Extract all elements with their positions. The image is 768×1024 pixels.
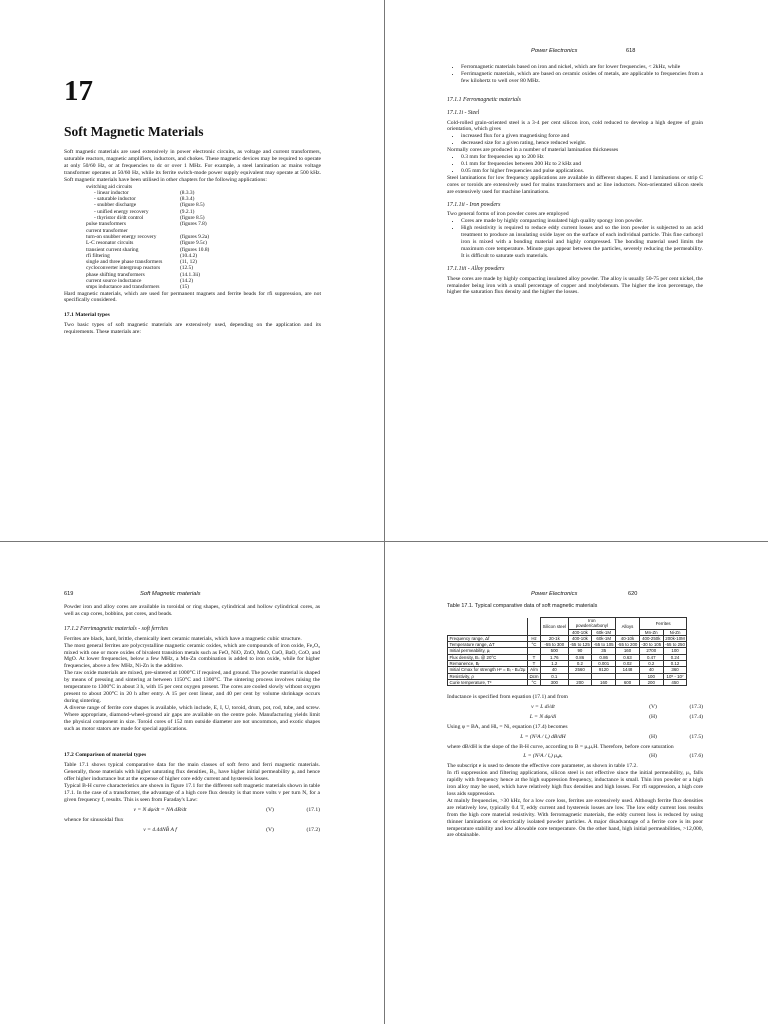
page-number: 618 <box>626 48 636 54</box>
table-cell: 0.12 <box>663 661 687 667</box>
application-name: current source inductance <box>86 277 142 284</box>
alloy-paragraph: These cores are made by highly compacting insulated alloy powder. The alloy is usually 50-75 per cent nickel, the remainder being iron with a small percentage of copper and molybdenum. The higher the iron percentage, the higher the saturation flux density and the higher the losses. <box>447 275 703 296</box>
table-cell: 100 <box>663 648 687 654</box>
table-subheader-cell: 60k-1M <box>592 629 616 635</box>
running-head: Soft Magnetic materials <box>140 591 201 597</box>
bullet-item: • Ferrimagnetic materials, which are based on ceramic oxides of metals, are applicable to frequencies from a few kilohertz to well over 80 MHz. <box>461 71 703 85</box>
table-row-label: Flux density, Bₛ @ 20°C <box>448 654 528 660</box>
table-cell: 200 <box>568 679 592 685</box>
table-cell: 40 <box>541 667 568 673</box>
equation-unit: (V) <box>649 703 657 710</box>
alloys-header: Alloys <box>616 618 640 636</box>
ferrites-header: Ferrites <box>639 618 687 630</box>
equation-number: (17.4) <box>689 713 703 720</box>
page2-body <box>447 64 703 296</box>
equation-expression: L = (N²A / lₑ) dB/dH <box>520 733 566 740</box>
table-row-unit: T <box>527 654 540 660</box>
table-cell: 500 <box>541 648 568 654</box>
table-cell: 35 <box>592 648 616 654</box>
page-number: 620 <box>628 591 638 597</box>
equation-number: (17.5) <box>689 733 703 740</box>
application-name: transient current sharing <box>86 246 139 253</box>
table-cell: 90 <box>568 648 592 654</box>
table-header-row <box>448 618 687 630</box>
table-row-unit: A/m <box>527 667 540 673</box>
where-note: where dB/dH is the slope of the B-H curve, according to B = μₒμᵣH. Therefore, before core saturation <box>447 743 674 750</box>
table-cell: -55 to 250 <box>665 642 685 648</box>
table-cell: 10⁵ - 10⁷ <box>663 673 687 679</box>
table-cell: 0.86 <box>592 654 616 660</box>
running-head: Power Electronics <box>531 591 578 597</box>
ferrite-paragraph-3: The raw oxide materials are mixed, pre-sintered at 1000°C if required, and ground. The powder material is shaped by means of pressing and sintering at between 1150°C and 1300°C. The sintering process involves raising the temperature to 1300°C in about 3 h, with 15 per cent oxygen present. The cores are cooled slowly without oxygen present to about 200°C in 20 h after entry. A 15 per cent linear, and 40 per cent by volume shrinkage occurs during sintering. <box>64 670 320 704</box>
page-617 <box>0 0 384 541</box>
application-reference: (figures 7.8) <box>180 221 207 228</box>
equation-unit: (H) <box>649 753 657 760</box>
equation-unit: (H) <box>649 733 657 740</box>
table-row-label: Initial Cmax for strength Hᶜ = Bᵣ - Bₛ/2μ <box>449 667 526 673</box>
application-reference: (9.2.1) <box>180 208 195 215</box>
table-cell: -30 to 105 <box>641 642 662 648</box>
equation-17-6 <box>447 753 703 760</box>
table-cell: 2560 <box>568 667 592 673</box>
table-cell: 0.02 <box>616 661 640 667</box>
section-heading-17-1-2: 17.1.2 Ferrimagnetic materials - soft ferrites <box>64 625 169 632</box>
equation-unit: (H) <box>649 713 657 720</box>
application-reference: (figures 9.2a) <box>180 233 210 240</box>
steel-paragraph: Cold-rolled grain-oriented steel is a 3-4 per cent silicon iron, cold reduced to develop a high degree of grain orientation, which gives <box>447 119 703 133</box>
page-618 <box>385 0 768 541</box>
application-name: phase shifting transformers <box>86 271 145 278</box>
bullet-item: • 0.05 mm for higher frequencies and pulse applications. <box>461 168 703 175</box>
table-cell: 400-250k <box>639 635 663 641</box>
application-reference: (figure 9.5c) <box>180 240 207 247</box>
page-619 <box>0 543 384 1024</box>
rfi-paragraph: In rfi suppression and filtering applications, silicon steel is not effective since the initial permeability, μᵢ, falls rapidly with frequency hence at the high suppression frequency, inductance is small. Thin iron powder or a high iron alloy may be used, which have relatively high flux densities and high losses. For rfi suppression, a high core loss aids suppression. <box>447 770 703 797</box>
bullet-item: • 0.3 mm for frequencies up to 200 Hz <box>461 154 703 161</box>
table-cell: 0.2 <box>568 661 592 667</box>
section-heading-steel: 17.1.1i - Steel <box>447 109 480 116</box>
equation-expression: L = N dφ/di <box>529 713 557 720</box>
intro-paragraph: Soft magnetic materials are used extensively in power electronic circuits, as voltage and current transformers, saturable reactors, magnetic amplifiers, inductors, and chokes. These magnetic devices may be required to operate at only 50/60 Hz, or at frequencies to dc or over 1 MHz. For example, a steel lamination ac mains voltage transformer operates at 50/60 Hz, while its ferrite switch-mode power supply equivalent may operate at 500 kHz. Soft magnetic materials have been utilised in other chapters for the following applications: <box>64 149 321 183</box>
table-subheader-cell: 400-10k <box>568 629 592 635</box>
table-cell: -55 to 105 <box>593 642 614 648</box>
steel-shapes-paragraph: Steel laminations for low frequency applications are available in different shapes. E and I laminations or strip C cores or toroids are extensively used for mains transformers and ac line inductors. Non-orientated silicon steels are extensively used for machine laminations. <box>447 174 703 195</box>
chapter-title: Soft Magnetic Materials <box>64 124 204 139</box>
running-head: Power Electronics <box>531 48 578 54</box>
table-17-1 <box>447 617 687 686</box>
bullet-item: • High resistivity is required to reduce eddy current losses and so the iron powder is subjected to an acid treatment to produce an insulating oxide layer on the surface of each individual particle. This fine carbonyl iron is mixed with a bonding material and highly compressed. The bonding material used limits the maximum core temperature. Minute gaps appear between the particles, severely reducing the permeability. It is difficult to saturate such materials. <box>461 225 703 260</box>
ferrite-frequency-paragraph: At mainly frequencies, >30 kHz, for a low core loss, ferrites are extensively used. Although ferrite flux densities are relatively low, typically 0.4 T, eddy current and hysteresis losses are low. The low eddy current loss results from the high core material resistivity. With ferromagnetic materials, the eddy current loss is reduced by using thinner laminations or electrically isolated powder particles. A major disadvantage of a ferrite core is its poor temperature stability and low allowable core temperature. On the other hand, high initial permeabilities, >12,000, are obtainable. <box>447 797 703 839</box>
application-name: current transformer <box>86 227 128 234</box>
comparison-paragraph-2: Typical B-H curve characteristics are shown in figure 17.1 for the different soft magnetic materials shown in table 17.1. In the case of a transformer, the advantage of a high core flux density is that more volts v per turn N, for a given frequency f, results. This is seen from Faraday's Law: <box>64 783 320 803</box>
ferrite-paragraph-4: A diverse range of ferrite core shapes is available, which include, E, I, U, toroid, drum, pot, rod, tube, and screw. Where appropriate, diamond-wheel-ground air gaps are available on the centre pole. Manufacturing yields limit the physical component in size. Toroid cores of 152 mm outside diameter are not uncommon, and exotic shapes such as motor stators are made for special applications. <box>64 704 320 732</box>
iron-header-label: Iron <box>588 618 596 623</box>
table-row-label: Resistivity, ρ <box>448 673 528 679</box>
equation-number: (17.2) <box>306 826 320 833</box>
table-row-unit: T <box>527 661 540 667</box>
table-subheader-cell: Mn-Zn <box>639 629 663 635</box>
application-name: turn-on snubber energy recovery <box>86 233 157 240</box>
table-row <box>448 679 687 685</box>
section-heading-alloy-powders: 17.1.1iii - Alloy powders <box>447 265 505 272</box>
table-cell: 1448 <box>616 667 640 673</box>
table-cell: 360 <box>663 667 687 673</box>
table-cell: 200 <box>639 679 663 685</box>
application-name: - unified energy recovery <box>94 208 149 215</box>
application-item <box>86 265 209 271</box>
inductance-intro: Inductance is specified from equation (17.1) and from <box>447 694 568 700</box>
table-row-unit: °C <box>527 679 540 685</box>
bullet-item: • Cores are made by highly compacting insulated high quality spongy iron powder. <box>461 218 703 225</box>
application-reference: (12.5) <box>180 265 194 272</box>
application-reference: (15) <box>180 284 189 291</box>
page4-body <box>447 694 703 839</box>
table-row-unit: Hz <box>527 635 540 641</box>
table-cell: 400-10k <box>568 635 592 641</box>
application-name: smps inductance and transformers <box>86 284 160 291</box>
table-cell: -55 to 125 <box>570 642 590 648</box>
table-subheader-cell: Ni-Zn <box>663 629 687 635</box>
hard-magnetic-note: Hard magnetic materials, which are used for permanent magnets and ferrite beads for rfi suppression, are not specifically considered. <box>64 290 321 304</box>
table-cell: 1.2 <box>541 661 568 667</box>
lamination-bullets <box>447 154 703 175</box>
application-reference: (14.1.3ii) <box>180 271 201 278</box>
application-reference: (8.3.3) <box>180 189 195 196</box>
section-heading-iron-powders: 17.1.1ii - Iron powders <box>447 201 501 208</box>
table-row-label: Frequency range, Δf <box>448 635 528 641</box>
equation-number: (17.6) <box>689 753 703 760</box>
chapter-number: 17 <box>64 75 93 107</box>
application-name: L-C resonator circuits <box>86 240 134 247</box>
table-cell: 40-10k <box>616 635 640 641</box>
table-cell: -55 to 200 <box>617 642 638 648</box>
application-name: cycloconverter intergroup reactors <box>86 265 161 272</box>
table-caption: Table 17.1. Typical comparative data of soft magnetic materials <box>447 603 598 609</box>
section-heading-17-2: 17.2 Comparison of material types <box>64 752 147 759</box>
application-name: - snubber discharge <box>94 202 137 209</box>
bullet-item: • Ferromagnetic materials based on iron and nickel, which are for lower frequencies, < 2kHz, while <box>461 64 703 71</box>
sinusoidal-note: whence for sinusoidal flux <box>64 816 124 823</box>
bullet-item: • decreased size for a given rating, hence reduced weight. <box>461 140 703 147</box>
equation-number: (17.3) <box>689 703 703 710</box>
table-cell: 300 <box>541 679 568 685</box>
using-note: Using φ = BA, and Hlₑ = Ni, equation (17.4) becomes <box>447 723 568 730</box>
silicon-steel-header: Silicon steel <box>541 618 568 636</box>
table-body <box>448 635 687 685</box>
table-cell: 20-1k <box>541 635 568 641</box>
comparison-paragraph-1: Table 17.1 shows typical comparative data for the main classes of soft ferro and ferri magnetic materials. Generally, those materials with higher saturating flux densities, Bₛ, have higher initial permeability μᵢ and hence offer higher inductance but at the expense of higher core eddy current and hysteresis losses. <box>64 762 320 783</box>
table-cell: 2700 <box>639 648 663 654</box>
table-cell: 100 <box>639 673 663 679</box>
table-row-label: Remanence, Bᵣ <box>448 661 528 667</box>
table-cell: 9120 <box>592 667 616 673</box>
application-reference: (10.4.2) <box>180 252 198 259</box>
table-cell: 0.001 <box>592 661 616 667</box>
page1-body <box>64 149 321 336</box>
material-bullets <box>447 64 703 85</box>
table-cell: 0.1 <box>541 673 568 679</box>
equation-unit: (V) <box>266 806 274 813</box>
application-reference: (11, 12) <box>180 259 197 266</box>
application-name: single and three phase transformers <box>86 259 163 266</box>
table-cell: 160 <box>592 679 616 685</box>
application-name: switching aid circuits <box>86 183 133 190</box>
equation-expression: v = N dφ/dt = NA dB/dt <box>133 806 187 813</box>
section-heading-17-1: 17.1 Material types <box>64 312 110 319</box>
equation-expression: L = (N²A / lₑ) μₒμᵣ <box>523 753 563 760</box>
material-types-paragraph: Two basic types of soft magnetic materials are extensively used, depending on the application and its requirements. These materials are: <box>64 322 321 336</box>
table-cell: 0.63 <box>616 654 640 660</box>
page-number: 619 <box>64 591 74 597</box>
bullet-item: • 0.1 mm for frequencies between 200 Hz to 2 kHz and <box>461 161 703 168</box>
iron-bullets <box>447 218 703 259</box>
table-cell: 0.86 <box>568 654 592 660</box>
table-corner-cell <box>448 618 528 636</box>
ferrite-paragraph-2: The most general ferrites are polycrystalline magnetic ceramic oxides, which are compounds of iron oxide, Fe₂O₃ mixed with one or more oxides of bivalent transition metals such as FeO, NiO, ZnO, MnO, CuO, BaO, CoO, and MgO. At lower frequencies, below a few MHz, a Mn-Zn combination is added to iron oxide, while for higher frequencies, above a few MHz, Ni-Zn is the additive. <box>64 642 320 670</box>
table-cell: 600 <box>616 679 640 685</box>
table-cell: 60k-1M <box>592 635 616 641</box>
table-row-label: Initial permeability, μᵢ <box>448 648 528 654</box>
equation-17-2 <box>64 827 320 834</box>
application-name: - thyristor di/dt control <box>94 215 144 222</box>
steel-bullets <box>447 133 703 147</box>
table-cell: 0.2 <box>639 661 663 667</box>
applications-list <box>86 184 209 291</box>
table-cell: 40 <box>639 667 663 673</box>
table-row-label: Temperature range, ΔT <box>448 642 528 648</box>
table-cell: 0.24 <box>663 654 687 660</box>
table-unit-header <box>527 618 540 636</box>
equation-17-5 <box>447 734 703 741</box>
application-reference: (figures 10.8) <box>180 246 210 253</box>
iron-header <box>568 618 616 630</box>
table-17-1-wrapper <box>447 617 687 686</box>
table-cell: 450 <box>663 679 687 685</box>
lamination-paragraph: Normally cores are produced in a number of material lamination thicknesses <box>447 147 619 154</box>
equation-17-3 <box>447 704 703 711</box>
application-name: pulse transformers <box>86 221 126 228</box>
page-divider-horizontal <box>0 541 768 542</box>
application-name: - saturable inductor <box>94 196 136 203</box>
equation-17-1 <box>64 807 320 814</box>
iron-paragraph: Two general forms of iron powder cores are employed <box>447 211 569 218</box>
ferrite-paragraph-1: Ferrites are black, hard, brittle, chemically inert ceramic materials, which have a magnetic cubic structure. <box>64 635 302 642</box>
table-cell: 0.47 <box>639 654 663 660</box>
page-620 <box>385 543 768 1024</box>
equation-expression: v = L di/dt <box>531 703 555 710</box>
equation-expression: v = 4.44NB̂ A f <box>143 826 177 833</box>
equation-unit: (V) <box>266 826 274 833</box>
application-reference: (14.2) <box>180 277 194 284</box>
application-reference: (8.3.4) <box>180 196 195 203</box>
application-reference: (figure 8.5) <box>180 215 205 222</box>
table-row-unit: °C <box>527 642 540 648</box>
page3-body <box>64 604 320 836</box>
table-cell: 1.76 <box>541 654 568 660</box>
table-cell: 200k-10M <box>663 635 687 641</box>
equation-number: (17.1) <box>306 806 320 813</box>
application-name: - linear inductor <box>94 189 129 196</box>
section-heading-17-1-1: 17.1.1 Ferromagnetic materials <box>447 96 521 103</box>
application-reference: (figure 8.5) <box>180 202 205 209</box>
table-cell: -55 to 300 <box>541 642 568 648</box>
table-cell: 160 <box>616 648 640 654</box>
application-name: rfi filtering <box>86 252 110 259</box>
powder-shapes-paragraph: Powder iron and alloy cores are available in toroidal or ring shapes, cylindrical and hollow cylindrical cores, as well as cup cores, bobbins, pot cores, and beads. <box>64 604 320 617</box>
bullet-item: • increased flux for a given magnetising force and <box>461 133 703 140</box>
subscript-note: The subscript e is used to denote the effective core parameter, as shown in table 17.2. <box>447 763 638 770</box>
iron-subheader: powder/carbonyl <box>575 623 608 629</box>
table-row-unit: Ωcm <box>529 673 539 679</box>
equation-17-4 <box>447 714 703 721</box>
table-row-label: Curie temperature, Tᶜ <box>448 679 528 685</box>
